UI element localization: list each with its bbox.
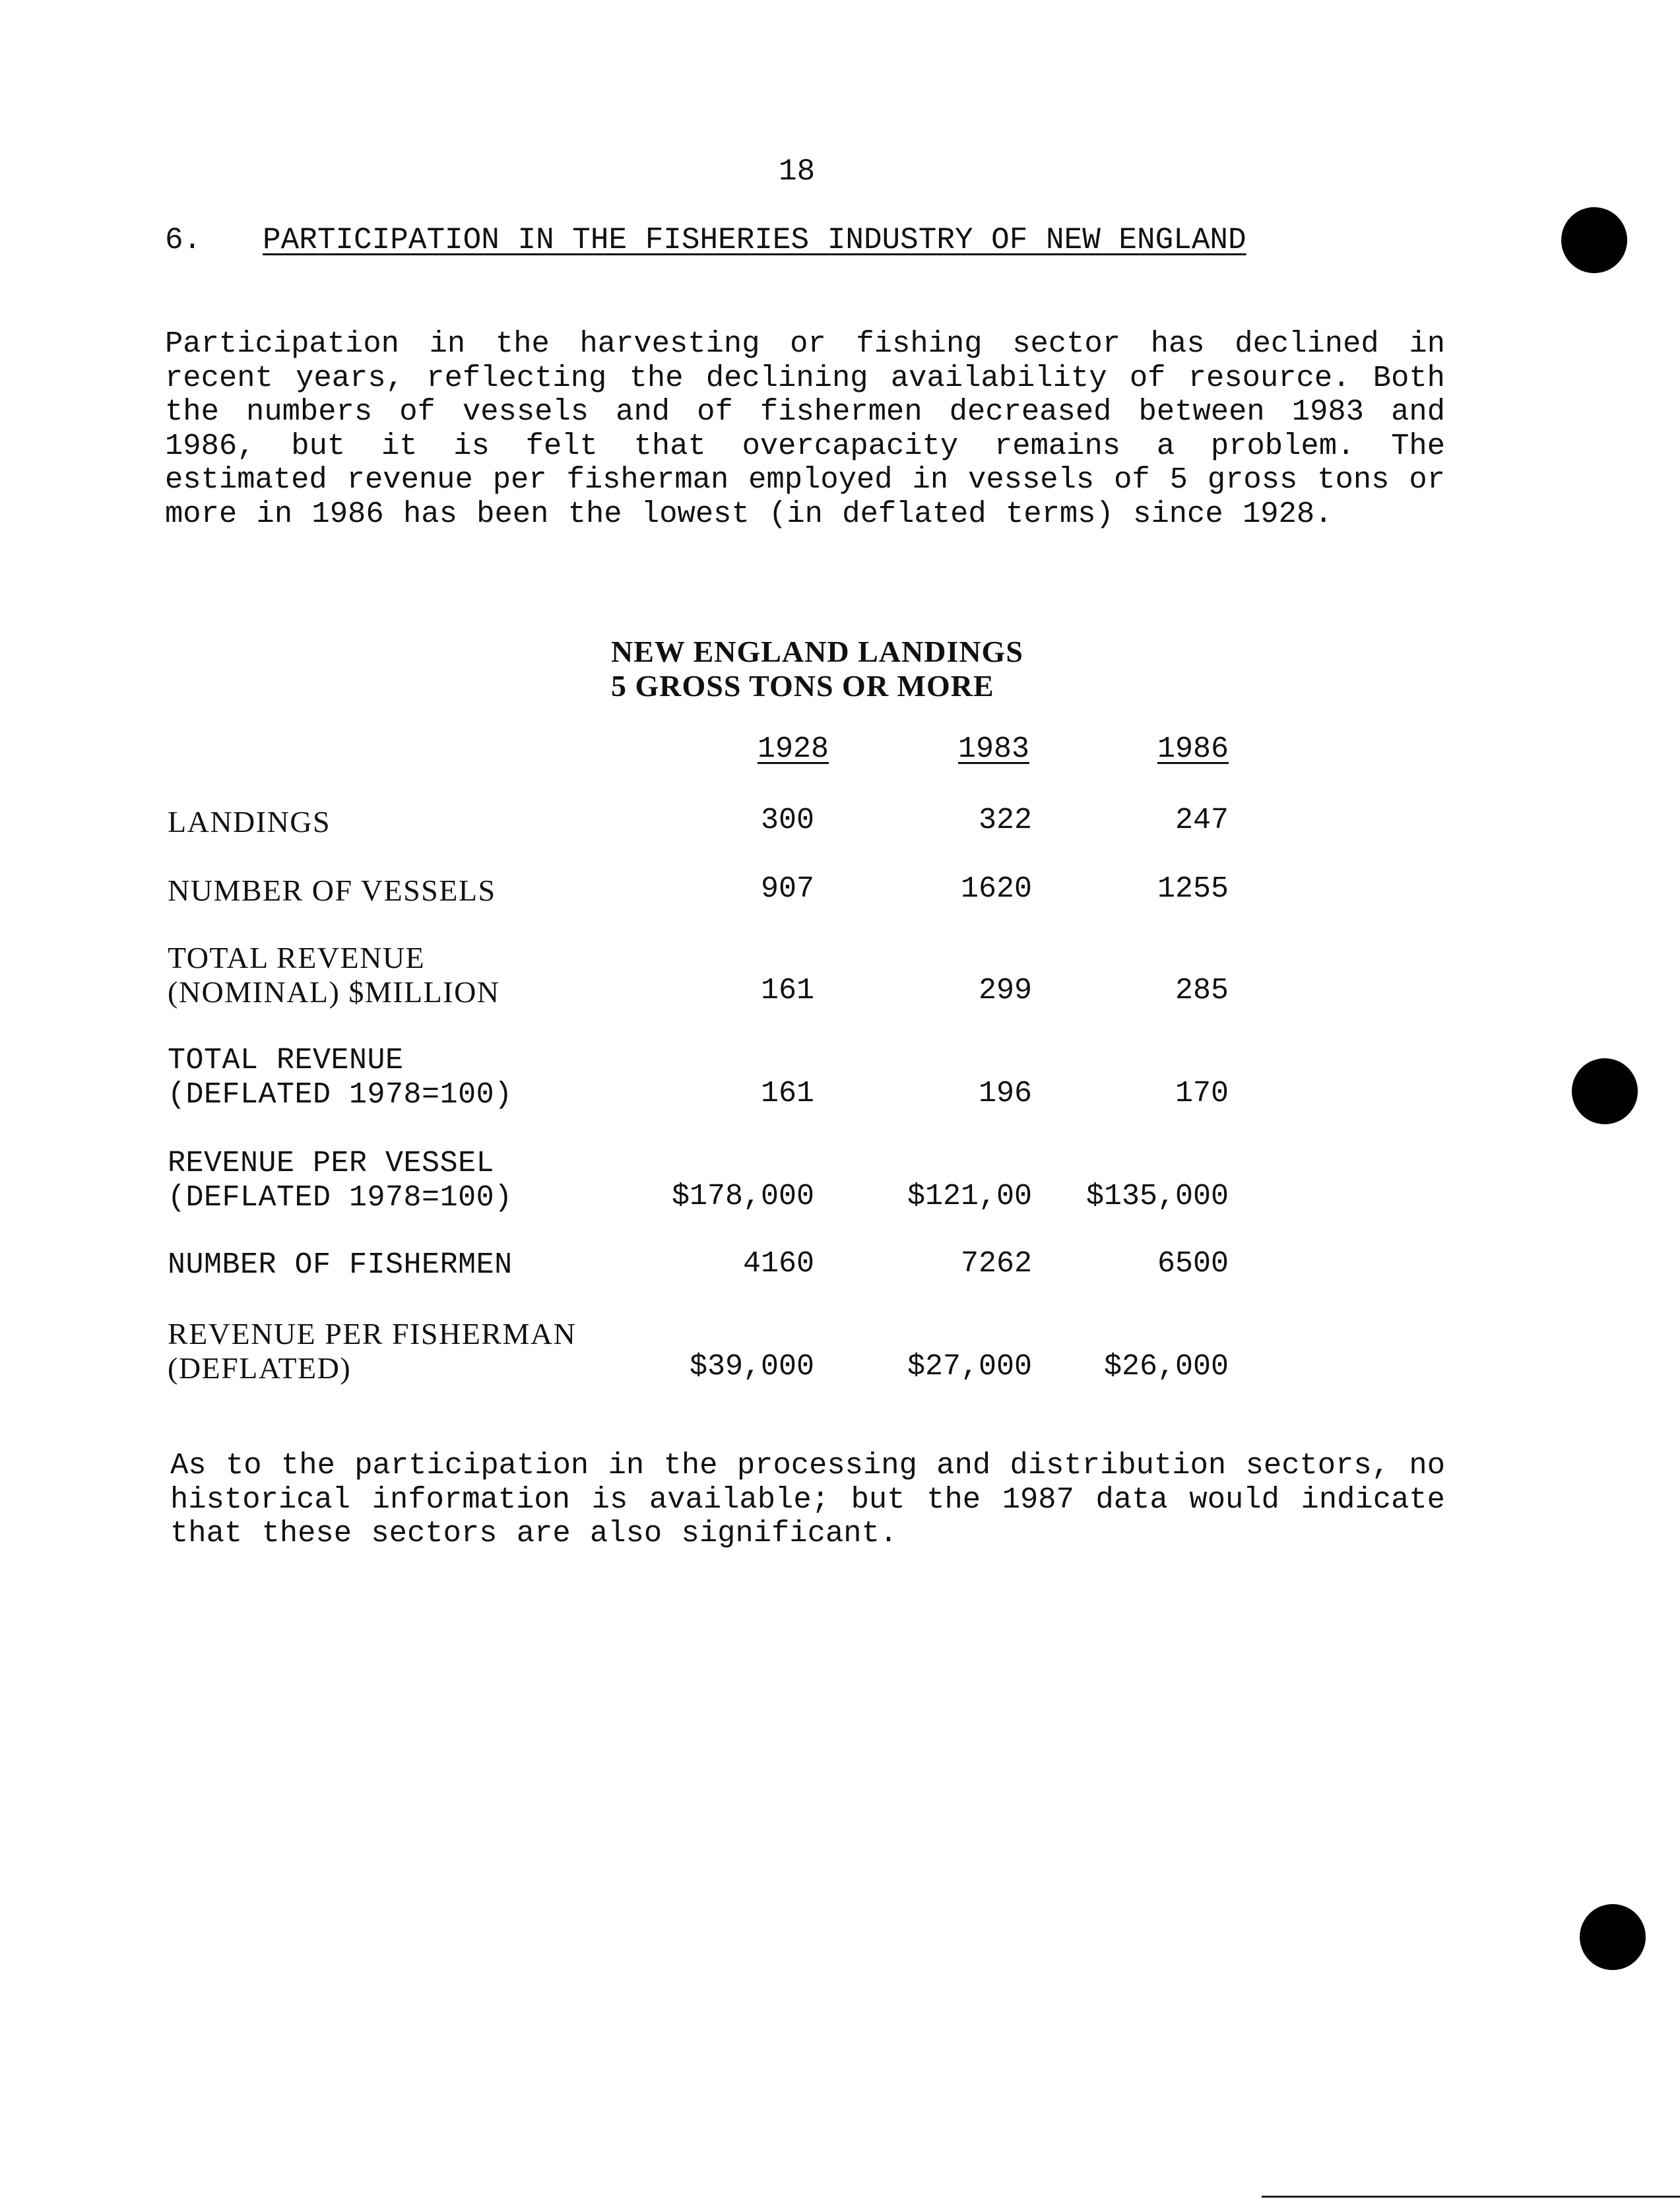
- column-header-1928: 1928: [757, 732, 829, 766]
- cell-1983: $27,000: [907, 1350, 1032, 1384]
- cell-1983: 7262: [960, 1247, 1032, 1281]
- cell-1983: 322: [978, 804, 1032, 837]
- table-row-total-revenue-nominal: [168, 941, 1237, 1009]
- table-row-revenue-per-vessel: [168, 1147, 1237, 1215]
- punch-hole-top: [1561, 207, 1627, 273]
- row-label: REVENUE PER FISHERMAN (DEFLATED): [168, 1317, 577, 1385]
- punch-hole-bottom: [1580, 1904, 1646, 1970]
- table-title: [611, 635, 1023, 703]
- cell-1986: 1255: [1157, 872, 1229, 906]
- cell-1983: 299: [978, 974, 1032, 1007]
- column-header-1983: 1983: [957, 732, 1029, 766]
- table-title-line-1: NEW ENGLAND LANDINGS: [611, 635, 1023, 668]
- cell-1986: 6500: [1157, 1247, 1229, 1281]
- cell-1928: $39,000: [689, 1350, 814, 1384]
- cell-1928: $178,000: [671, 1180, 814, 1213]
- cell-1983: 1620: [960, 872, 1032, 906]
- column-header-1986: 1986: [1157, 732, 1229, 766]
- table-row-total-revenue-deflated: [168, 1044, 1237, 1112]
- punch-hole-middle: [1572, 1058, 1638, 1124]
- table-row-number-of-vessels: [168, 839, 1237, 908]
- intro-paragraph: Participation in the harvesting or fishing sector has declined in recent years, reflecting the declining availability of resource. Both the numbers of vessels and of fishermen decreased between 1983 and 1986, but it is felt that overcapacity remains a problem. The estimated revenue per fisherman employed in vessels of 5 gross tons or more in 1986 has been the lowest (in deflated terms) since 1928.: [165, 327, 1445, 531]
- cell-1986: 285: [1175, 974, 1229, 1007]
- cell-1986: 247: [1175, 804, 1229, 837]
- table-row-landings: [168, 771, 1237, 839]
- row-label: NUMBER OF FISHERMEN: [168, 1248, 513, 1282]
- table-row-number-of-fishermen: [168, 1214, 1237, 1283]
- cell-1986: $135,000: [1085, 1180, 1229, 1213]
- closing-paragraph: As to the participation in the processing and distribution sectors, no historical information is available; but the 1987 data would indicate that these sectors are also significant.: [170, 1448, 1445, 1550]
- cell-1986: 170: [1175, 1077, 1229, 1110]
- cell-1928: 161: [760, 974, 814, 1007]
- cell-1928: 907: [760, 872, 814, 906]
- section-number: 6.: [165, 223, 202, 257]
- row-label: NUMBER OF VESSELS: [168, 874, 496, 907]
- row-label: TOTAL REVENUE (NOMINAL) $MILLION: [168, 941, 500, 1009]
- table-row-revenue-per-fisherman: [168, 1317, 1237, 1386]
- table-title-line-2: 5 GROSS TONS OR MORE: [611, 669, 994, 703]
- cell-1983: 196: [978, 1077, 1032, 1110]
- row-label: TOTAL REVENUE (DEFLATED 1978=100): [168, 1044, 513, 1112]
- cell-1986: $26,000: [1103, 1350, 1229, 1384]
- cell-1928: 4160: [742, 1247, 814, 1281]
- cell-1928: 161: [760, 1077, 814, 1110]
- row-label: REVENUE PER VESSEL (DEFLATED 1978=100): [168, 1147, 513, 1215]
- cell-1983: $121,00: [907, 1180, 1032, 1213]
- row-label: LANDINGS: [168, 805, 331, 839]
- section-heading: [165, 223, 1246, 257]
- section-title: PARTICIPATION IN THE FISHERIES INDUSTRY OF NEW ENGLAND: [263, 223, 1246, 257]
- cell-1928: 300: [760, 804, 814, 837]
- bottom-edge-rule: [1262, 2196, 1680, 2198]
- page-number: 18: [779, 154, 816, 189]
